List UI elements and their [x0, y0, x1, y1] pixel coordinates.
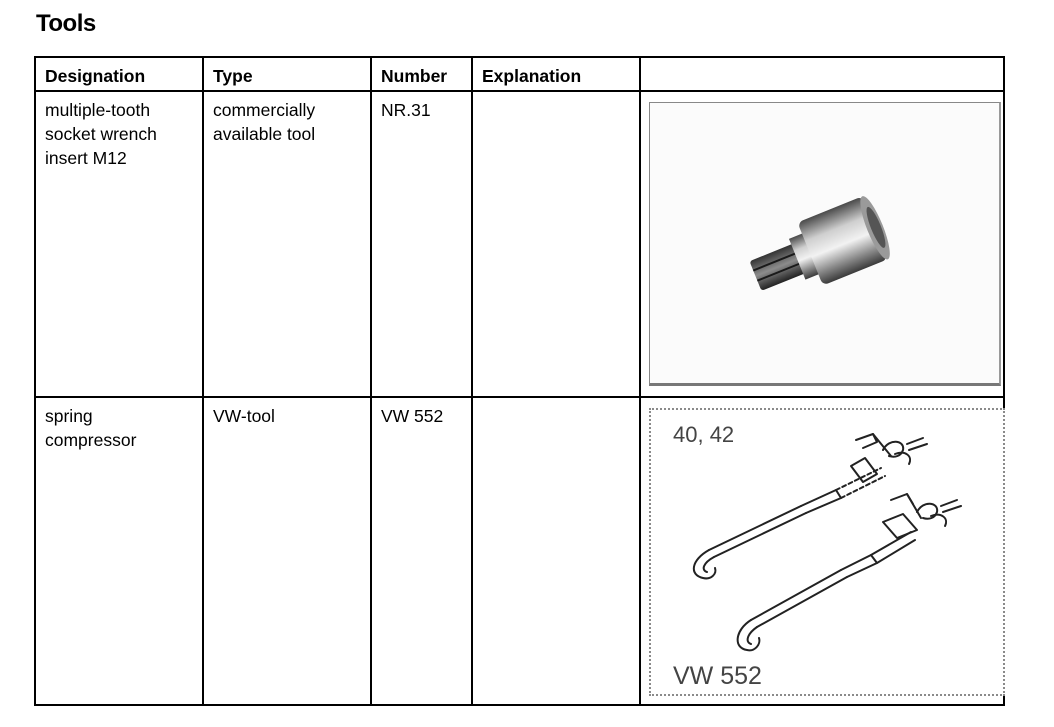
designation-text: spring compressor — [45, 406, 137, 450]
number-text: NR.31 — [381, 100, 431, 120]
socket-wrench-insert-icon — [650, 103, 1000, 383]
cell-image — [640, 91, 1004, 397]
drawing-label-bottom: VW 552 — [673, 662, 762, 690]
drawing-label-top: 40, 42 — [673, 422, 735, 447]
type-text: VW-tool — [213, 406, 275, 426]
header-designation: Designation — [35, 57, 203, 91]
header-image — [640, 57, 1004, 91]
number-text: VW 552 — [381, 406, 444, 426]
type-text: commercially available tool — [213, 100, 316, 144]
cell-type — [203, 397, 371, 705]
cell-number — [371, 91, 472, 397]
cell-designation — [35, 397, 203, 705]
table-header-row — [35, 57, 1004, 91]
tools-table — [34, 56, 1005, 706]
tool-photo — [649, 102, 1001, 386]
cell-explanation — [472, 91, 640, 397]
cell-type — [203, 91, 371, 397]
cell-number — [371, 397, 472, 705]
spring-compressor-icon — [651, 410, 1003, 694]
page-title: Tools — [36, 10, 96, 37]
table-row — [35, 91, 1004, 397]
cell-designation — [35, 91, 203, 397]
header-type: Type — [203, 57, 371, 91]
cell-image — [640, 397, 1004, 705]
header-explanation: Explanation — [472, 57, 640, 91]
header-number: Number — [371, 57, 472, 91]
tool-drawing — [649, 408, 1005, 696]
table-row — [35, 397, 1004, 705]
designation-text: multiple-tooth socket wrench insert M12 — [45, 100, 157, 168]
cell-explanation — [472, 397, 640, 705]
